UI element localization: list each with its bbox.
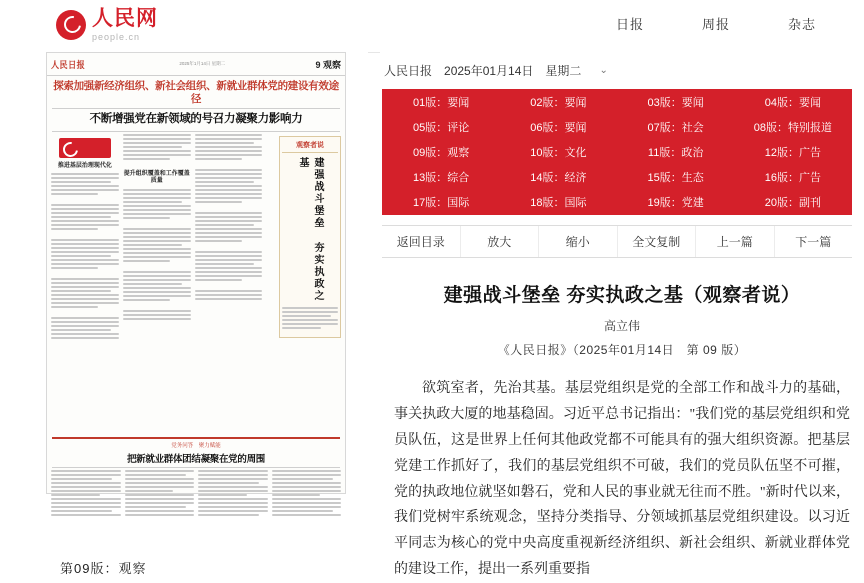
newspaper-rule-3 (52, 467, 340, 468)
people-logo-icon (56, 10, 86, 40)
newspaper-page-label: 9 观察 (315, 59, 341, 70)
page-cell-08[interactable]: 08版：特别报道 (735, 115, 852, 140)
page-cell-07[interactable]: 07版：社会 (618, 115, 735, 140)
logo-text-cn: 人民网 (92, 7, 158, 30)
edition-weekday: 星期二 (545, 64, 582, 78)
page-cell-14[interactable]: 14版：经济 (500, 165, 617, 190)
page-cell-09[interactable]: 09版：观察 (383, 140, 500, 165)
newspaper-rule-2 (52, 131, 340, 132)
newspaper-sub-headline: 把新就业群体团结凝聚在党的周围 (126, 453, 265, 465)
newspaper-rule-1 (52, 108, 340, 109)
nav-item-daily[interactable]: 日报 (615, 17, 644, 32)
newspaper-page-image[interactable] (46, 52, 346, 494)
article-source: 《人民日报》（2025年01月14日 第 09 版） (497, 343, 747, 357)
page-cell-15[interactable]: 15版：生态 (618, 165, 735, 190)
site-header (0, 0, 864, 53)
page-cell-13[interactable]: 13版：综合 (383, 165, 500, 190)
observer-vertical-title: 建强战斗堡垒 夯实执政之基 (297, 156, 323, 302)
page-cell-11[interactable]: 11版：政治 (618, 140, 735, 165)
next-article-button[interactable]: 下一篇 (795, 235, 832, 249)
page-cell-04[interactable]: 04版：要闻 (735, 90, 852, 115)
page-cell-03[interactable]: 03版：要闻 (618, 90, 735, 115)
newspaper-column-1 (51, 134, 119, 434)
logo-text-en: people.cn (92, 32, 141, 42)
page-index-grid (382, 89, 852, 215)
page-cell-17[interactable]: 17版：国际 (383, 190, 500, 215)
page-cell-18[interactable]: 18版：国际 (500, 190, 617, 215)
main-nav (616, 14, 816, 33)
newspaper-column-3 (195, 134, 263, 434)
newspaper-masthead: 人民日报 (51, 59, 86, 70)
article-author: 高立伟 (603, 319, 640, 333)
newspaper-topbar (47, 53, 345, 76)
page-cell-12[interactable]: 12版：广告 (735, 140, 852, 165)
newspaper-col-head-1: 推进基层治理现代化 (57, 162, 112, 169)
newspaper-bottom-col-1 (51, 470, 121, 540)
newspaper-bottom-col-3 (198, 470, 268, 540)
page-cell-05[interactable]: 05版：评论 (383, 115, 500, 140)
copy-fulltext-button[interactable]: 全文复制 (618, 226, 697, 257)
page-cell-01[interactable]: 01版：要闻 (383, 90, 500, 115)
nav-item-magazine[interactable]: 杂志 (787, 17, 816, 32)
previous-article-button[interactable]: 上一篇 (696, 226, 775, 257)
site-logo[interactable] (56, 8, 158, 42)
observer-column-box (279, 136, 341, 338)
page-cell-20[interactable]: 20版：副刊 (735, 190, 852, 215)
newspaper-column-2 (123, 134, 191, 434)
newspaper-preview-pane (0, 52, 368, 576)
newspaper-page-caption: 第09版：观察 (60, 561, 147, 576)
article-title: 建强战斗堡垒 夯实执政之基（观察者说） (443, 285, 801, 306)
people-badge-icon (59, 138, 111, 158)
newspaper-column-4 (266, 134, 341, 434)
article-body: 欲筑室者，先治其基。基层党组织是党的全部工作和战斗力的基础，事关执政大厦的地基稳固。习近平总书记指出："我们党的基层党组织和党员队伍，这是世界上任何其他政党都不可能具有的强大组织资源。把基层党建工作抓好了，我们的基层党组织不可破，我们的党员队伍坚不可摧，党的执政地位就坚如磐石，党和人民的事业就无往而不胜。"新时代以来，我们党树牢系统观念，坚持分类指导、分领域抓基层党组织建设。以习近平同志为核心的党中央高度重视新经济组织、新社会组织、新就业群体党的建设工作，提出一系列重要指 (394, 381, 850, 578)
newspaper-dateline: 2025年1月14日 星期二 (179, 61, 226, 66)
page-cell-06[interactable]: 06版：要闻 (500, 115, 617, 140)
newspaper-divider-red (52, 437, 340, 439)
edition-date: 2025年01月14日 (444, 64, 534, 78)
zoom-in-button[interactable]: 放大 (461, 226, 540, 257)
edition-meta-row (380, 52, 864, 89)
newspaper-col-head-2: 提升组织覆盖和工作覆盖质量 (123, 170, 190, 185)
page-cell-02[interactable]: 02版：要闻 (500, 90, 617, 115)
newspaper-columns (47, 134, 345, 434)
article-pane (380, 52, 864, 578)
zoom-out-button[interactable]: 缩小 (539, 226, 618, 257)
nav-item-weekly[interactable]: 周报 (701, 17, 730, 32)
newspaper-headline-red: 探索加强新经济组织、新社会组织、新就业群体党的建设有效途径 (53, 80, 339, 106)
newspaper-bottom-col-2 (125, 470, 195, 540)
chevron-down-icon[interactable]: ⌄ (599, 65, 608, 76)
observer-box-title: 观察者说 (282, 140, 338, 153)
back-to-index-button[interactable]: 返回目录 (382, 226, 461, 257)
newspaper-small-head: 党务问答 聚力赋能 (171, 442, 221, 449)
newspaper-bottom-col-4 (272, 470, 342, 540)
paper-name-label: 人民日报 (384, 64, 433, 78)
page-cell-10[interactable]: 10版：文化 (500, 140, 617, 165)
article-toolbar (382, 225, 852, 258)
newspaper-headline-black: 不断增强党在新领域的号召力凝聚力影响力 (89, 113, 303, 126)
page-cell-19[interactable]: 19版：党建 (618, 190, 735, 215)
page-cell-16[interactable]: 16版：广告 (735, 165, 852, 190)
newspaper-bottom-columns (47, 470, 345, 540)
